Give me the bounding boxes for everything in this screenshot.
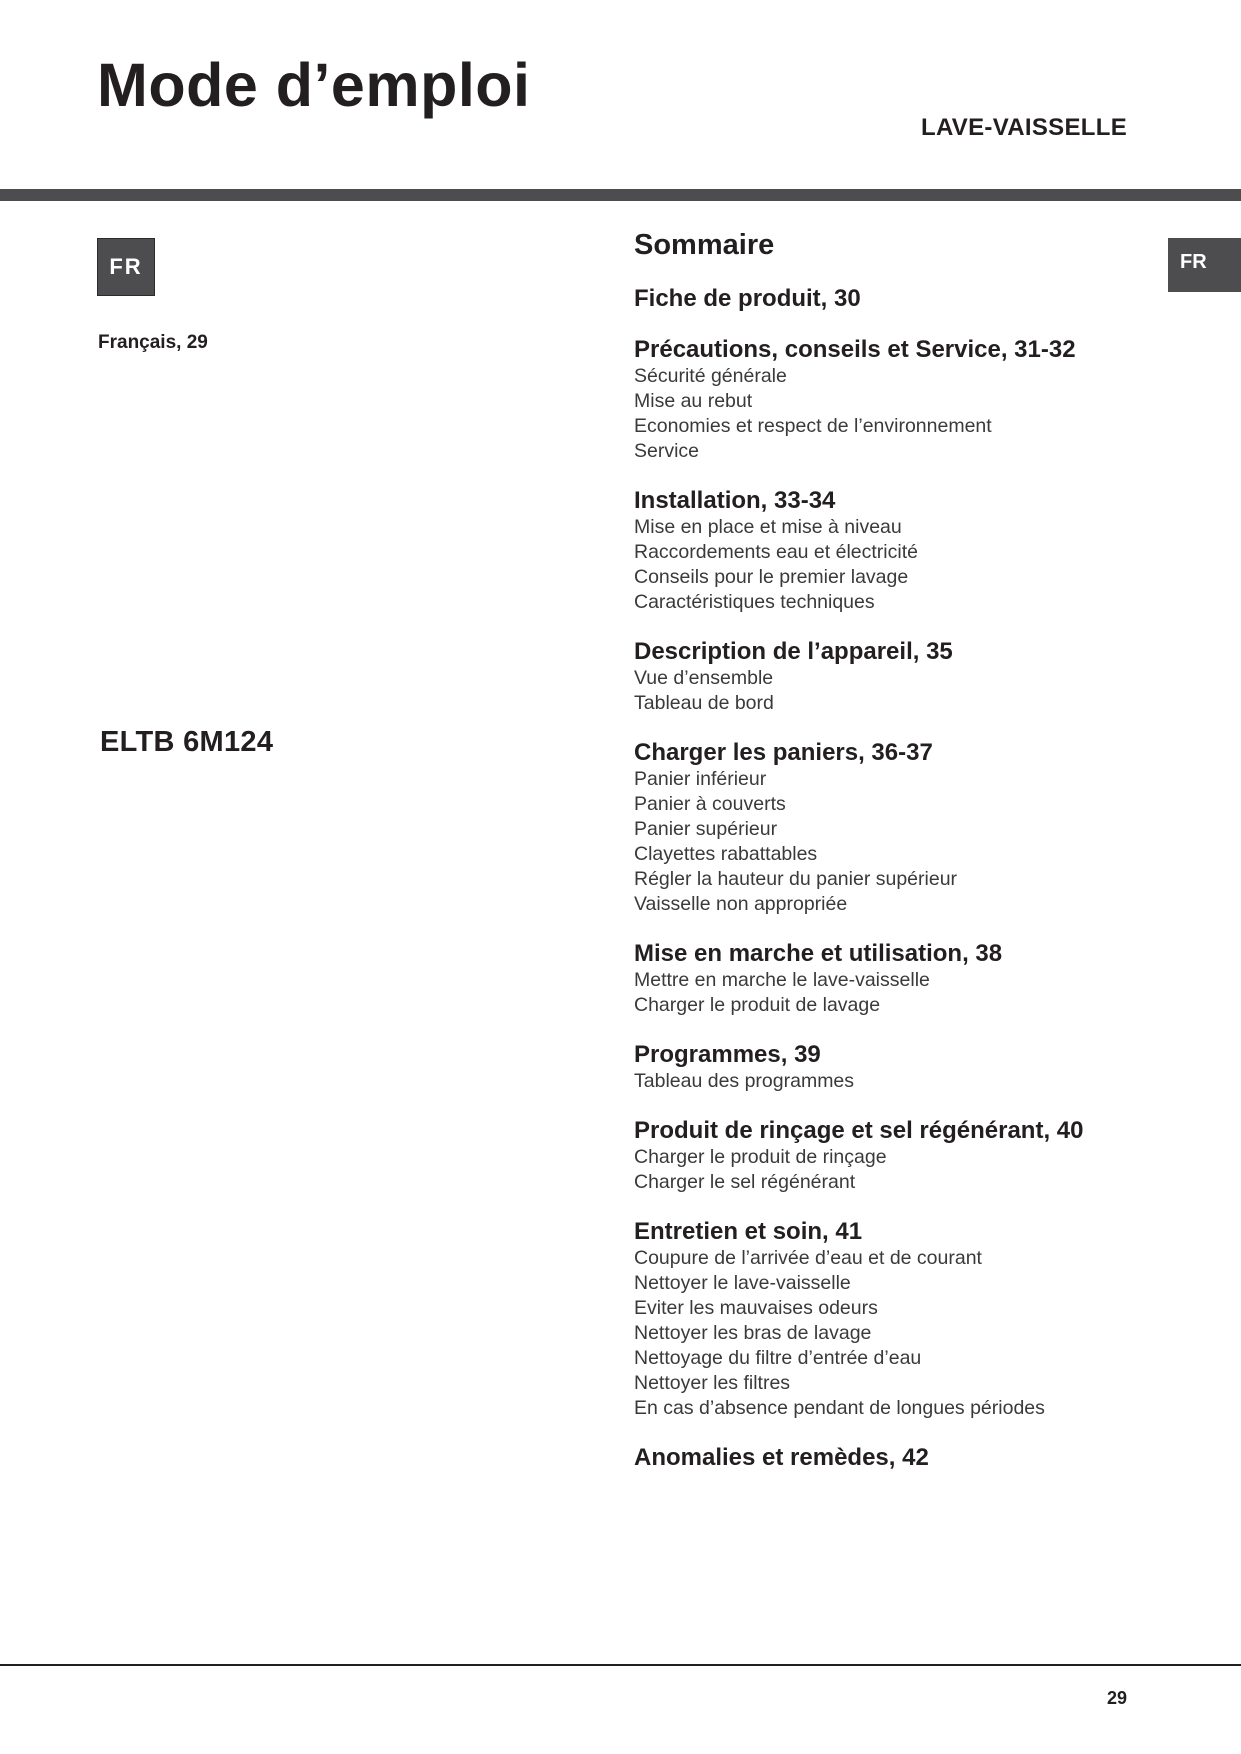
toc-item-list xyxy=(634,968,1144,1018)
toc-item-list xyxy=(634,666,1144,716)
toc-item: Panier à couverts xyxy=(634,792,786,815)
toc-item: Economies et respect de l’environnement xyxy=(634,414,992,437)
toc-item: En cas d’absence pendant de longues périodes xyxy=(634,1396,1045,1419)
toc-item: Mise en place et mise à niveau xyxy=(634,515,902,538)
toc-section-title: Description de l’appareil, 35 xyxy=(634,637,953,665)
toc-item: Charger le produit de rinçage xyxy=(634,1145,887,1168)
toc-section xyxy=(634,1218,1144,1421)
toc-section-title: Anomalies et remèdes, 42 xyxy=(634,1443,929,1471)
header-divider xyxy=(0,189,1241,201)
toc-item-list xyxy=(634,1069,1144,1094)
toc-item: Conseils pour le premier lavage xyxy=(634,565,909,588)
document-title: Mode d’emploi xyxy=(97,51,531,119)
toc-section-title: Précautions, conseils et Service, 31-32 xyxy=(634,335,1076,363)
toc-item: Nettoyer les filtres xyxy=(634,1371,791,1394)
product-category: LAVE-VAISSELLE xyxy=(921,114,1127,141)
toc-section-title: Programmes, 39 xyxy=(634,1040,821,1068)
table-of-contents xyxy=(634,230,1144,1495)
toc-item: Tableau de bord xyxy=(634,691,774,714)
language-side-tab: FR xyxy=(1168,238,1241,292)
toc-section xyxy=(634,1444,1144,1472)
toc-item: Tableau des programmes xyxy=(634,1069,855,1092)
toc-item: Eviter les mauvaises odeurs xyxy=(634,1296,878,1319)
toc-item: Clayettes rabattables xyxy=(634,842,818,865)
toc-item: Charger le produit de lavage xyxy=(634,993,881,1016)
toc-section xyxy=(634,940,1144,1018)
language-index: Français, 29 xyxy=(98,332,208,353)
model-number: ELTB 6M124 xyxy=(100,726,274,758)
toc-item-list xyxy=(634,1145,1144,1195)
toc-item: Sécurité générale xyxy=(634,364,787,387)
toc-section-title: Entretien et soin, 41 xyxy=(634,1217,863,1245)
toc-section-title: Charger les paniers, 36-37 xyxy=(634,738,933,766)
toc-item-list xyxy=(634,364,1144,464)
page-number: 29 xyxy=(1106,1688,1127,1708)
toc-item: Mettre en marche le lave-vaisselle xyxy=(634,968,930,991)
toc-item: Vaisselle non appropriée xyxy=(634,892,848,915)
toc-item: Charger le sel régénérant xyxy=(634,1170,856,1193)
toc-section-title: Mise en marche et utilisation, 38 xyxy=(634,939,1003,967)
toc-item: Régler la hauteur du panier supérieur xyxy=(634,867,958,890)
toc-item: Nettoyer le lave-vaisselle xyxy=(634,1271,851,1294)
toc-item-list xyxy=(634,515,1144,615)
toc-section xyxy=(634,1041,1144,1094)
toc-item: Nettoyer les bras de lavage xyxy=(634,1321,872,1344)
toc-sections xyxy=(634,285,1144,1472)
toc-item-list xyxy=(634,1246,1144,1421)
toc-item: Raccordements eau et électricité xyxy=(634,540,918,563)
toc-item: Coupure de l’arrivée d’eau et de courant xyxy=(634,1246,982,1269)
toc-section xyxy=(634,1117,1144,1195)
toc-item: Caractéristiques techniques xyxy=(634,590,875,613)
toc-heading: Sommaire xyxy=(634,229,775,261)
toc-section xyxy=(634,336,1144,464)
toc-section-title: Fiche de produit, 30 xyxy=(634,284,861,312)
toc-section xyxy=(634,487,1144,615)
toc-section xyxy=(634,739,1144,917)
footer-divider xyxy=(0,1664,1241,1666)
toc-item: Service xyxy=(634,439,700,462)
toc-section-title: Produit de rinçage et sel régénérant, 40 xyxy=(634,1116,1084,1144)
toc-item: Mise au rebut xyxy=(634,389,753,412)
toc-section xyxy=(634,285,1144,313)
toc-item-list xyxy=(634,767,1144,917)
language-badge: FR xyxy=(97,238,155,296)
toc-item: Vue d’ensemble xyxy=(634,666,774,689)
toc-item: Nettoyage du filtre d’entrée d’eau xyxy=(634,1346,922,1369)
toc-section xyxy=(634,638,1144,716)
toc-item: Panier inférieur xyxy=(634,767,767,790)
toc-item: Panier supérieur xyxy=(634,817,778,840)
toc-section-title: Installation, 33-34 xyxy=(634,486,836,514)
